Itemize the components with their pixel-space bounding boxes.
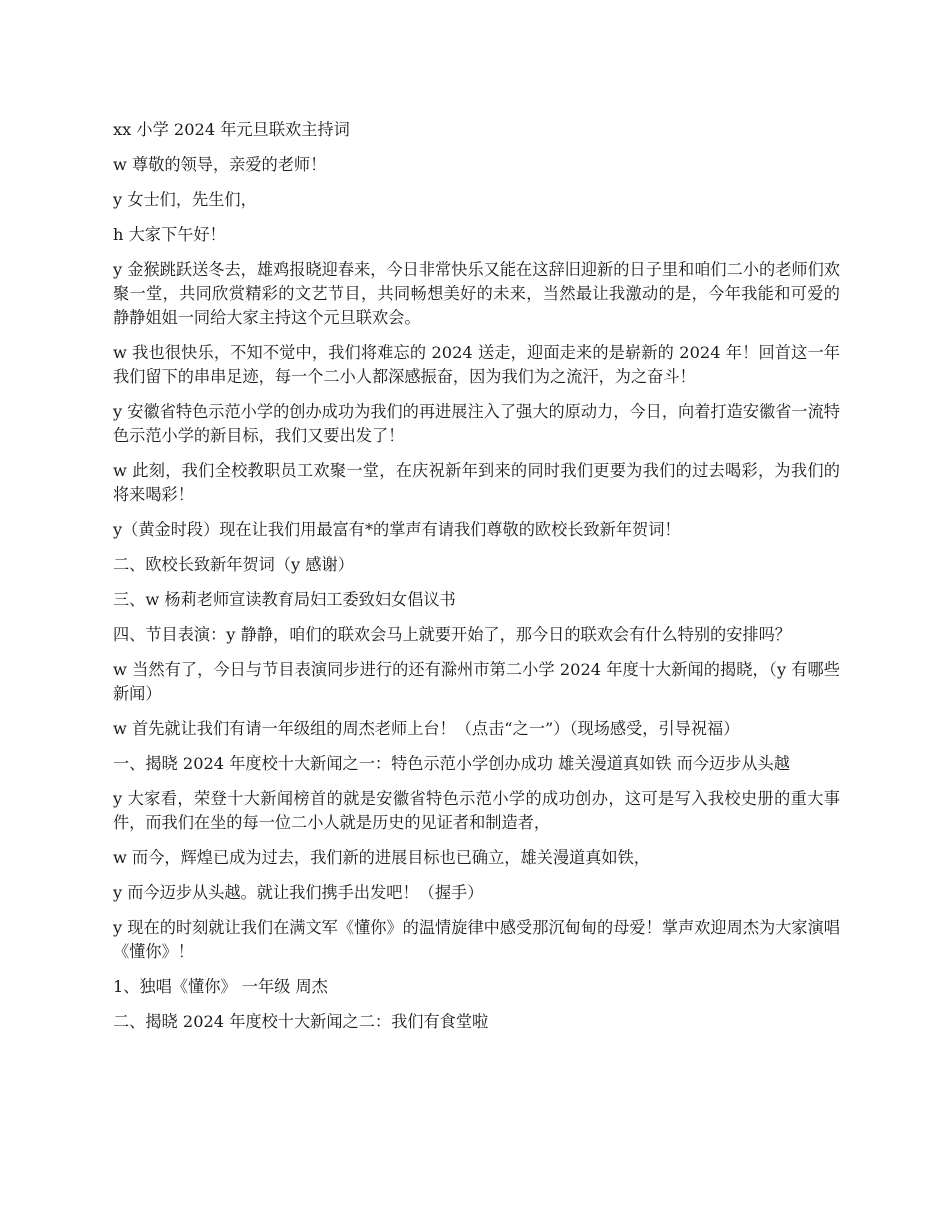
paragraph: y 金猴跳跃送冬去，雄鸡报晓迎春来，今日非常快乐又能在这辞旧迎新的日子里和咱们二小的老师们欢聚一堂，共同欣赏精彩的文艺节目，共同畅想美好的未来，当然最让我激动的是，今年我能和可爱的静静姐姐一同给大家主持这个元旦联欢会。 [113, 260, 840, 327]
paragraph: y 而今迈步从头越。就让我们携手出发吧！（握手） [113, 883, 484, 902]
section-heading: 二、欧校长致新年贺词（y 感谢） [113, 555, 354, 574]
paragraph: w 当然有了，今日与节目表演同步进行的还有滁州市第二小学 2024 年度十大新闻的揭晓，（y 有哪些新闻） [113, 660, 840, 703]
paragraph: y 安徽省特色示范小学的创办成功为我们的再进展注入了强大的原动力，今日，向着打造安徽省一流特色示范小学的新目标，我们又要出发了！ [113, 402, 840, 445]
paragraph: y 女士们，先生们， [113, 190, 257, 209]
document-title: xx 小学 2024 年元旦联欢主持词 [113, 120, 350, 139]
paragraph: y 大家看，荣登十大新闻榜首的就是安徽省特色示范小学的成功创办，这可是写入我校史册的重大事件，而我们在坐的每一位二小人就是历史的见证者和制造者， [113, 789, 840, 832]
section-heading: 二、揭晓 2024 年度校十大新闻之二：我们有食堂啦 [113, 1012, 489, 1031]
paragraph: 四、节目表演：y 静静，咱们的联欢会马上就要开始了，那今日的联欢会有什么特别的安排吗？ [113, 625, 791, 644]
paragraph: y（黄金时段）现在让我们用最富有*的掌声有请我们尊敬的欧校长致新年贺词！ [113, 520, 681, 539]
program-item: 1、独唱《懂你》 一年级 周杰 [113, 977, 328, 996]
section-heading: 三、w 杨莉老师宣读教育局妇工委致妇女倡议书 [113, 590, 456, 609]
paragraph: w 我也很快乐，不知不觉中，我们将难忘的 2024 送走，迎面走来的是崭新的 2024 年！回首这一年我们留下的串串足迹，每一个二小人都深感振奋，因为我们为之流汗，为之奋斗！ [113, 343, 840, 386]
paragraph: h 大家下午好！ [113, 225, 226, 244]
paragraph: w 首先就让我们有请一年级组的周杰老师上台！（点击“之一”）（现场感受，引导祝福） [113, 719, 740, 738]
paragraph: w 而今，辉煌已成为过去，我们新的进展目标也已确立，雄关漫道真如铁， [113, 848, 650, 867]
document-body [113, 118, 840, 1045]
paragraph: w 尊敬的领导，亲爱的老师！ [113, 155, 327, 174]
paragraph: w 此刻，我们全校教职员工欢聚一堂，在庆祝新年到来的同时我们更要为我们的过去喝彩，为我们的将来喝彩！ [113, 461, 840, 504]
section-heading: 一、揭晓 2024 年度校十大新闻之一：特色示范小学创办成功 雄关漫道真如铁 而今迈步从头越 [113, 754, 790, 773]
paragraph: y 现在的时刻就让我们在满文军《懂你》的温情旋律中感受那沉甸甸的母爱！掌声欢迎周杰为大家演唱《懂你》！ [113, 918, 840, 961]
